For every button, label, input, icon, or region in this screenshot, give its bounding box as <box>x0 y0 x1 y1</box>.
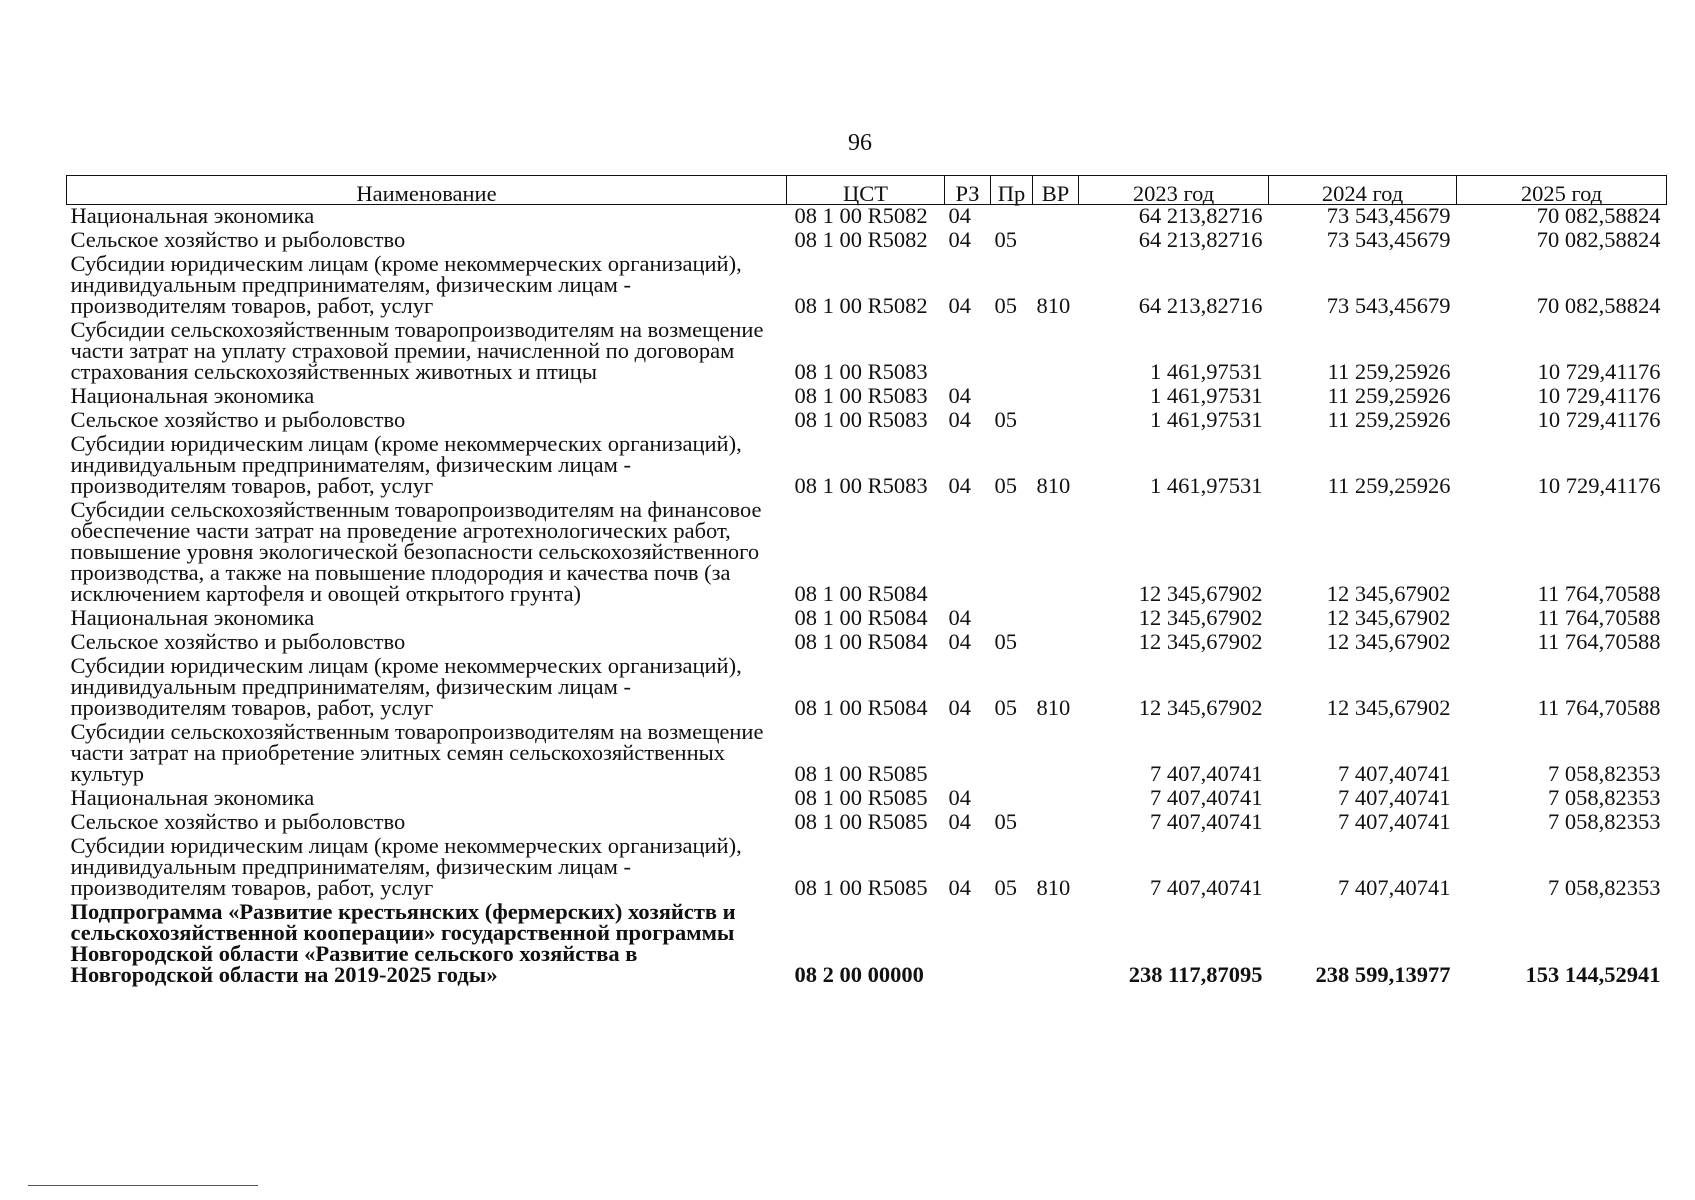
cell-name: Субсидии сельскохозяйственным товаропроизводителям на возмещение части затрат на приобретение элитных семян сельскохозяйственных культур <box>70 719 764 786</box>
cell-name: Национальная экономика <box>70 383 315 408</box>
header-pr: Пр <box>991 176 1033 205</box>
cell-cst: 08 1 00 R5084 <box>794 695 928 720</box>
cell-2024: 12 345,67902 <box>1326 605 1451 630</box>
cell-rz: 04 <box>948 629 971 654</box>
cell-pr: 05 <box>994 695 1017 720</box>
cell-2023: 64 213,82716 <box>1138 203 1263 228</box>
cell-2024: 11 259,25926 <box>1327 407 1451 432</box>
cell-2023: 238 117,87095 <box>1128 962 1263 987</box>
cell-vr <box>1033 721 1079 787</box>
cell-vr <box>1033 229 1079 253</box>
cell-cst: 08 2 00 00000 <box>794 962 924 987</box>
cell-2024: 73 543,45679 <box>1326 293 1451 318</box>
cell-pr: 05 <box>994 227 1017 252</box>
cell-rz: 04 <box>948 875 971 900</box>
cell-pr: 05 <box>994 407 1017 432</box>
cell-2023: 12 345,67902 <box>1138 629 1263 654</box>
cell-rz: 04 <box>948 203 971 228</box>
cell-pr <box>991 385 1033 409</box>
cell-2025: 10 729,41176 <box>1537 359 1661 384</box>
header-rz: РЗ <box>945 176 991 205</box>
cell-rz <box>945 499 991 607</box>
cell-rz: 04 <box>948 605 971 630</box>
cell-name: Субсидии сельскохозяйственным товаропроизводителям на возмещение части затрат на уплату страховой премии, начисленной по договорам страхования сельскохозяйственных животных и птицы <box>70 317 764 384</box>
cell-name: Сельское хозяйство и рыболовство <box>70 809 406 834</box>
cell-2024: 11 259,25926 <box>1327 359 1451 384</box>
cell-pr <box>991 721 1033 787</box>
cell-vr <box>1033 205 1079 230</box>
cell-vr <box>1033 499 1079 607</box>
header-cst: ЦСТ <box>787 176 945 205</box>
cell-pr <box>991 205 1033 230</box>
cell-2025: 70 082,58824 <box>1536 203 1661 228</box>
cell-pr: 05 <box>994 629 1017 654</box>
cell-2025: 7 058,82353 <box>1548 785 1661 810</box>
cell-cst: 08 1 00 R5083 <box>794 383 928 408</box>
cell-2025: 7 058,82353 <box>1548 875 1661 900</box>
footer-divider <box>28 1185 258 1186</box>
cell-name: Национальная экономика <box>70 203 315 228</box>
cell-cst: 08 1 00 R5082 <box>794 293 928 318</box>
cell-rz: 04 <box>948 227 971 252</box>
cell-cst: 08 1 00 R5083 <box>794 359 928 384</box>
cell-rz: 04 <box>948 473 971 498</box>
cell-cst: 08 1 00 R5083 <box>794 407 928 432</box>
table-header-row <box>67 176 1667 205</box>
cell-2025: 153 144,52941 <box>1525 962 1661 987</box>
page-number: 96 <box>848 130 872 156</box>
cell-vr <box>1033 607 1079 631</box>
cell-2024: 7 407,40741 <box>1338 875 1451 900</box>
cell-2024: 73 543,45679 <box>1326 203 1451 228</box>
cell-pr <box>991 319 1033 385</box>
cell-2025: 7 058,82353 <box>1548 809 1661 834</box>
cell-vr: 810 <box>1036 875 1071 900</box>
cell-2024: 7 407,40741 <box>1338 785 1451 810</box>
cell-name: Подпрограмма «Развитие крестьянских (фермерских) хозяйств и сельскохозяйственной кооперации» государственной программы Новгородской области «Развитие сельского хозяйства в Новгородской области на 2019-2025 годы» <box>70 899 736 987</box>
cell-cst: 08 1 00 R5084 <box>794 605 928 630</box>
table-row <box>67 433 1667 499</box>
cell-2025: 70 082,58824 <box>1536 227 1661 252</box>
cell-cst: 08 1 00 R5085 <box>794 875 928 900</box>
cell-name: Субсидии юридическим лицам (кроме некоммерческих организаций), индивидуальным предпринимателям, физическим лицам - производителям товаров, работ, услуг <box>70 653 742 720</box>
table-body <box>67 205 1667 989</box>
cell-rz: 04 <box>948 809 971 834</box>
cell-name: Субсидии юридическим лицам (кроме некоммерческих организаций), индивидуальным предпринимателям, физическим лицам - производителям товаров, работ, услуг <box>70 431 742 498</box>
table-row <box>67 229 1667 253</box>
cell-name: Субсидии сельскохозяйственным товаропроизводителям на финансовое обеспечение части затрат на проведение агротехнологических работ, повышение уровня экологической безопасности сельскохозяйственного производства, а также на повышение плодородия и качества почв (за исключением картофеля и овощей открытого грунта) <box>70 497 762 606</box>
cell-pr <box>991 787 1033 811</box>
cell-name: Субсидии юридическим лицам (кроме некоммерческих организаций), индивидуальным предпринимателям, физическим лицам - производителям товаров, работ, услуг <box>70 833 742 900</box>
table-row <box>67 205 1667 230</box>
cell-2023: 1 461,97531 <box>1150 473 1263 498</box>
cell-2025: 11 764,70588 <box>1537 605 1661 630</box>
cell-rz: 04 <box>948 695 971 720</box>
cell-pr <box>991 607 1033 631</box>
cell-2025: 7 058,82353 <box>1548 761 1661 786</box>
cell-cst: 08 1 00 R5083 <box>794 473 928 498</box>
cell-2024: 11 259,25926 <box>1327 383 1451 408</box>
table-row <box>67 607 1667 631</box>
cell-vr <box>1033 901 1079 988</box>
budget-table <box>66 175 1667 988</box>
cell-pr <box>991 901 1033 988</box>
cell-2025: 10 729,41176 <box>1537 473 1661 498</box>
cell-cst: 08 1 00 R5082 <box>794 203 928 228</box>
cell-2024: 238 599,13977 <box>1315 962 1451 987</box>
cell-vr: 810 <box>1036 293 1071 318</box>
cell-2023: 7 407,40741 <box>1150 761 1263 786</box>
cell-2024: 73 543,45679 <box>1326 227 1451 252</box>
cell-2025: 11 764,70588 <box>1537 695 1661 720</box>
cell-name: Сельское хозяйство и рыболовство <box>70 227 406 252</box>
cell-2024: 7 407,40741 <box>1338 809 1451 834</box>
cell-pr: 05 <box>994 473 1017 498</box>
cell-2025: 10 729,41176 <box>1537 383 1661 408</box>
cell-vr <box>1033 319 1079 385</box>
cell-rz: 04 <box>948 293 971 318</box>
cell-2023: 7 407,40741 <box>1150 809 1263 834</box>
cell-rz <box>945 721 991 787</box>
cell-cst: 08 1 00 R5084 <box>794 581 928 606</box>
table-row <box>67 253 1667 319</box>
cell-2023: 1 461,97531 <box>1150 383 1263 408</box>
cell-2023: 7 407,40741 <box>1150 785 1263 810</box>
table-row <box>67 655 1667 721</box>
table-row <box>67 721 1667 787</box>
cell-vr: 810 <box>1036 695 1071 720</box>
cell-name: Субсидии юридическим лицам (кроме некоммерческих организаций), индивидуальным предпринимателям, физическим лицам - производителям товаров, работ, услуг <box>70 251 742 318</box>
cell-2025: 70 082,58824 <box>1536 293 1661 318</box>
cell-name: Сельское хозяйство и рыболовство <box>70 629 406 654</box>
header-vr: ВР <box>1033 176 1079 205</box>
cell-2025: 11 764,70588 <box>1537 581 1661 606</box>
cell-2024: 12 345,67902 <box>1326 581 1451 606</box>
cell-vr <box>1033 409 1079 433</box>
cell-vr <box>1033 787 1079 811</box>
header-name: Наименование <box>67 176 787 205</box>
cell-2023: 64 213,82716 <box>1138 293 1263 318</box>
header-2023: 2023 год <box>1079 176 1269 205</box>
cell-2023: 1 461,97531 <box>1150 407 1263 432</box>
cell-vr <box>1033 811 1079 835</box>
header-2024: 2024 год <box>1269 176 1457 205</box>
cell-2023: 64 213,82716 <box>1138 227 1263 252</box>
cell-name: Национальная экономика <box>70 605 315 630</box>
cell-cst: 08 1 00 R5085 <box>794 809 928 834</box>
table-row <box>67 835 1667 901</box>
cell-2024: 7 407,40741 <box>1338 761 1451 786</box>
cell-pr: 05 <box>994 809 1017 834</box>
cell-2025: 11 764,70588 <box>1537 629 1661 654</box>
cell-2025: 10 729,41176 <box>1537 407 1661 432</box>
cell-2024: 11 259,25926 <box>1327 473 1451 498</box>
cell-rz <box>945 901 991 988</box>
cell-rz: 04 <box>948 785 971 810</box>
cell-name: Сельское хозяйство и рыболовство <box>70 407 406 432</box>
cell-rz: 04 <box>948 407 971 432</box>
cell-cst: 08 1 00 R5084 <box>794 629 928 654</box>
table-row <box>67 787 1667 811</box>
cell-pr <box>991 499 1033 607</box>
cell-2023: 12 345,67902 <box>1138 695 1263 720</box>
cell-2023: 7 407,40741 <box>1150 875 1263 900</box>
table-row <box>67 631 1667 655</box>
table-row <box>67 409 1667 433</box>
cell-vr: 810 <box>1036 473 1071 498</box>
cell-pr: 05 <box>994 875 1017 900</box>
table-row <box>67 499 1667 607</box>
cell-cst: 08 1 00 R5085 <box>794 761 928 786</box>
cell-2023: 12 345,67902 <box>1138 605 1263 630</box>
cell-2024: 12 345,67902 <box>1326 629 1451 654</box>
cell-cst: 08 1 00 R5082 <box>794 227 928 252</box>
cell-pr: 05 <box>994 293 1017 318</box>
table-row <box>67 319 1667 385</box>
cell-rz <box>945 319 991 385</box>
table-row <box>67 385 1667 409</box>
cell-2023: 12 345,67902 <box>1138 581 1263 606</box>
cell-2024: 12 345,67902 <box>1326 695 1451 720</box>
cell-cst: 08 1 00 R5085 <box>794 785 928 810</box>
cell-vr <box>1033 631 1079 655</box>
cell-name: Национальная экономика <box>70 785 315 810</box>
table-row <box>67 901 1667 988</box>
cell-vr <box>1033 385 1079 409</box>
header-2025: 2025 год <box>1457 176 1667 205</box>
cell-rz: 04 <box>948 383 971 408</box>
table-row <box>67 811 1667 835</box>
cell-2023: 1 461,97531 <box>1150 359 1263 384</box>
